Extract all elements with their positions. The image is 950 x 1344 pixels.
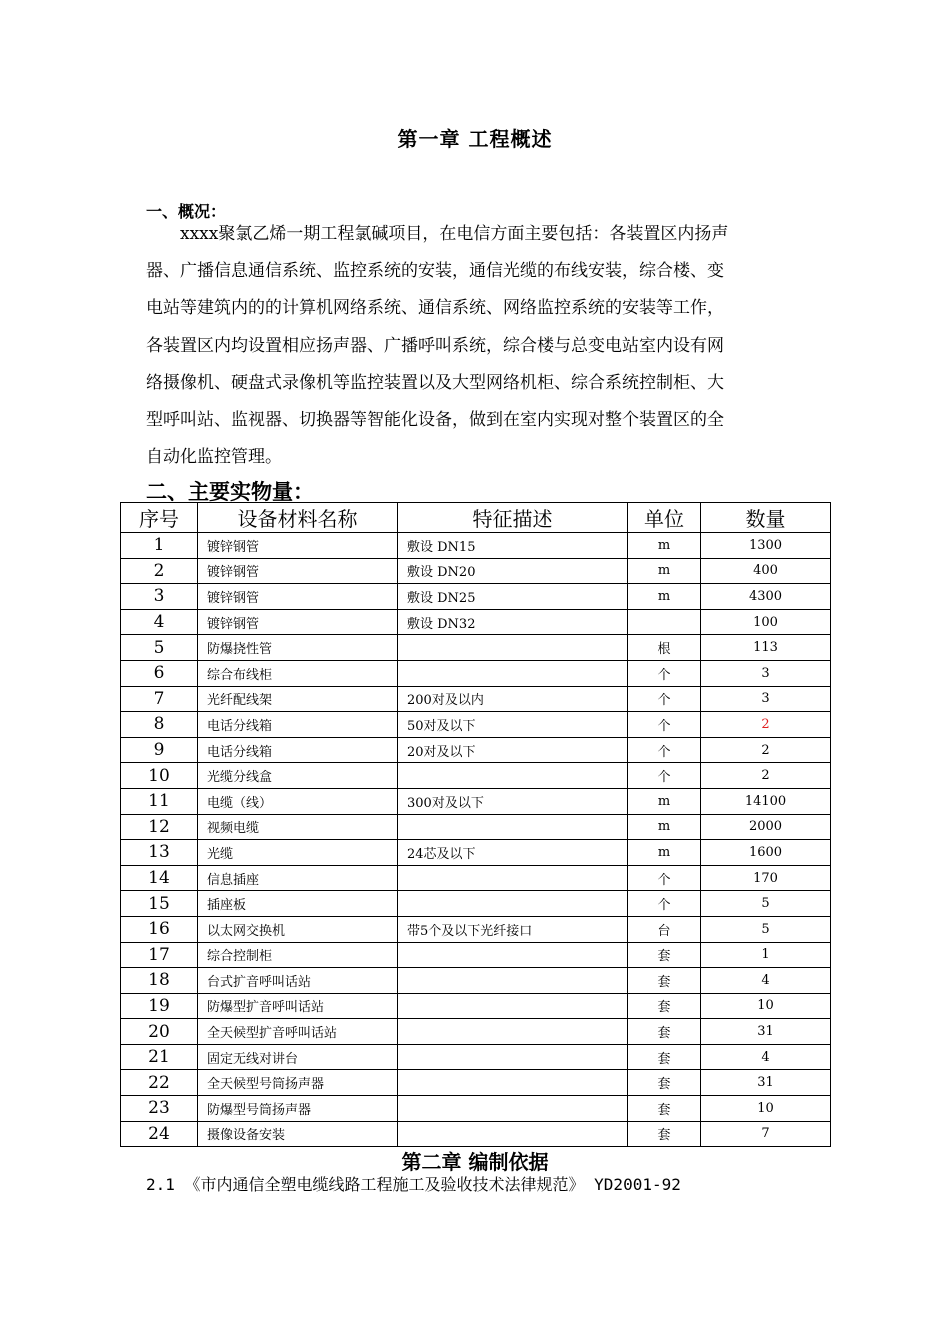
quantity-cell: 7 [701, 1121, 831, 1147]
row-number-cell: 5 [121, 635, 198, 661]
quantity-cell: 31 [701, 1019, 831, 1045]
row-number-cell: 23 [121, 1096, 198, 1122]
unit-cell: 个 [628, 660, 701, 686]
material-name-cell: 镀锌钢管 [198, 533, 398, 559]
quantity-cell: 1600 [701, 840, 831, 866]
quantity-cell: 10 [701, 993, 831, 1019]
table-row [121, 1121, 831, 1147]
unit-cell: m [628, 788, 701, 814]
row-number-cell: 9 [121, 737, 198, 763]
unit-cell: 套 [628, 1121, 701, 1147]
description-cell [398, 1121, 628, 1147]
material-name-cell: 摄像设备安装 [198, 1121, 398, 1147]
row-number-cell: 19 [121, 993, 198, 1019]
unit-cell: 个 [628, 712, 701, 738]
quantity-cell: 1 [701, 942, 831, 968]
description-cell [398, 891, 628, 917]
unit-cell: 套 [628, 1019, 701, 1045]
unit-cell: 个 [628, 763, 701, 789]
description-cell [398, 1019, 628, 1045]
row-number-cell: 17 [121, 942, 198, 968]
description-cell [398, 1070, 628, 1096]
description-cell: 敷设 DN15 [398, 533, 628, 559]
material-name-cell: 防爆挠性管 [198, 635, 398, 661]
row-number-cell: 7 [121, 686, 198, 712]
quantity-cell: 2000 [701, 814, 831, 840]
row-number-cell: 3 [121, 584, 198, 610]
table-row [121, 584, 831, 610]
header-desc: 特征描述 [398, 503, 628, 533]
material-name-cell: 镀锌钢管 [198, 558, 398, 584]
table-row [121, 1070, 831, 1096]
overview-paragraph [146, 216, 811, 476]
quantity-cell: 100 [701, 609, 831, 635]
description-cell: 24芯及以下 [398, 840, 628, 866]
description-cell: 敷设 DN25 [398, 584, 628, 610]
description-cell [398, 1096, 628, 1122]
header-qty: 数量 [701, 503, 831, 533]
quantity-cell: 5 [701, 916, 831, 942]
row-number-cell: 22 [121, 1070, 198, 1096]
chapter1-title: 第一章 工程概述 [397, 127, 553, 151]
header-unit: 单位 [628, 503, 701, 533]
paragraph-line: 自动化监控管理。 [146, 447, 282, 468]
quantity-cell: 31 [701, 1070, 831, 1096]
table-row [121, 558, 831, 584]
row-number-cell: 15 [121, 891, 198, 917]
table-row [121, 1044, 831, 1070]
material-name-cell: 镀锌钢管 [198, 609, 398, 635]
unit-cell: 套 [628, 968, 701, 994]
table-row [121, 942, 831, 968]
description-cell [398, 814, 628, 840]
header-no: 序号 [121, 503, 198, 533]
paragraph-line: 络摄像机、硬盘式录像机等监控装置以及大型网络机柜、综合系统控制柜、大 [146, 372, 724, 393]
table-row [121, 635, 831, 661]
quantity-cell: 2 [701, 737, 831, 763]
description-cell: 50对及以下 [398, 712, 628, 738]
paragraph-line: 各装置区内均设置相应扬声器、广播呼叫系统，综合楼与总变电站室内设有网 [146, 335, 724, 356]
description-cell [398, 993, 628, 1019]
quantity-cell: 400 [701, 558, 831, 584]
table-row [121, 763, 831, 789]
material-name-cell: 全天候型扩音呼叫话站 [198, 1019, 398, 1045]
material-name-cell: 固定无线对讲台 [198, 1044, 398, 1070]
material-name-cell: 综合布线柜 [198, 660, 398, 686]
row-number-cell: 18 [121, 968, 198, 994]
row-number-cell: 10 [121, 763, 198, 789]
paragraph-line: xxxx聚氯乙烯一期工程氯碱项目，在电信方面主要包括：各装置区内扬声 [180, 224, 729, 244]
table-body [121, 533, 831, 1147]
quantity-cell: 1300 [701, 533, 831, 559]
table-row [121, 916, 831, 942]
quantity-cell: 4 [701, 968, 831, 994]
unit-cell: 套 [628, 1044, 701, 1070]
table-row [121, 660, 831, 686]
quantity-cell: 5 [701, 891, 831, 917]
table-row [121, 533, 831, 559]
paragraph-line: 型呼叫站、监视器、切换器等智能化设备，做到在室内实现对整个装置区的全 [146, 410, 724, 431]
quantity-cell: 2 [701, 712, 831, 738]
description-cell: 200对及以内 [398, 686, 628, 712]
table-row [121, 968, 831, 994]
material-name-cell: 综合控制柜 [198, 942, 398, 968]
reference-item: 2.1 《市内通信全塑电缆线路工程施工及验收技术法律规范》 YD2001-92 [146, 1175, 681, 1194]
table-row [121, 814, 831, 840]
material-name-cell: 电话分线箱 [198, 712, 398, 738]
description-cell [398, 942, 628, 968]
paragraph-line: 电站等建筑内的的计算机网络系统、通信系统、网络监控系统的安装等工作， [146, 298, 724, 319]
row-number-cell: 20 [121, 1019, 198, 1045]
quantities-table [120, 502, 831, 1147]
unit-cell: 个 [628, 737, 701, 763]
unit-cell: m [628, 584, 701, 610]
table-row [121, 865, 831, 891]
table-row [121, 1019, 831, 1045]
description-cell: 敷设 DN32 [398, 609, 628, 635]
paragraph-line: 器、广播信息通信系统、监控系统的安装，通信光缆的布线安装，综合楼、变 [146, 261, 724, 282]
unit-cell: 套 [628, 993, 701, 1019]
material-name-cell: 电缆（线） [198, 788, 398, 814]
description-cell [398, 660, 628, 686]
unit-cell [628, 609, 701, 635]
row-number-cell: 14 [121, 865, 198, 891]
header-name: 设备材料名称 [198, 503, 398, 533]
quantity-cell: 3 [701, 686, 831, 712]
table-row [121, 686, 831, 712]
description-cell: 带5个及以下光纤接口 [398, 916, 628, 942]
unit-cell: 台 [628, 916, 701, 942]
material-name-cell: 信息插座 [198, 865, 398, 891]
material-name-cell: 光纤配线架 [198, 686, 398, 712]
material-name-cell: 全天候型号筒扬声器 [198, 1070, 398, 1096]
description-cell [398, 1044, 628, 1070]
quantity-cell: 4 [701, 1044, 831, 1070]
material-name-cell: 以太网交换机 [198, 916, 398, 942]
row-number-cell: 13 [121, 840, 198, 866]
quantity-cell: 3 [701, 660, 831, 686]
table-row [121, 993, 831, 1019]
table-row [121, 1096, 831, 1122]
table-header-row [121, 503, 831, 533]
quantity-cell: 10 [701, 1096, 831, 1122]
row-number-cell: 11 [121, 788, 198, 814]
table-row [121, 891, 831, 917]
unit-cell: 套 [628, 942, 701, 968]
row-number-cell: 2 [121, 558, 198, 584]
row-number-cell: 21 [121, 1044, 198, 1070]
unit-cell: 个 [628, 891, 701, 917]
unit-cell: 个 [628, 865, 701, 891]
row-number-cell: 12 [121, 814, 198, 840]
row-number-cell: 8 [121, 712, 198, 738]
description-cell: 敷设 DN20 [398, 558, 628, 584]
table-row [121, 737, 831, 763]
material-name-cell: 防爆型扩音呼叫话站 [198, 993, 398, 1019]
unit-cell: 套 [628, 1070, 701, 1096]
unit-cell: 套 [628, 1096, 701, 1122]
material-name-cell: 电话分线箱 [198, 737, 398, 763]
unit-cell: m [628, 533, 701, 559]
description-cell [398, 763, 628, 789]
unit-cell: m [628, 840, 701, 866]
quantity-cell: 4300 [701, 584, 831, 610]
unit-cell: m [628, 814, 701, 840]
row-number-cell: 24 [121, 1121, 198, 1147]
material-name-cell: 防爆型号筒扬声器 [198, 1096, 398, 1122]
material-name-cell: 插座板 [198, 891, 398, 917]
unit-cell: 根 [628, 635, 701, 661]
material-name-cell: 光缆 [198, 840, 398, 866]
table-row [121, 609, 831, 635]
unit-cell: 个 [628, 686, 701, 712]
unit-cell: m [628, 558, 701, 584]
description-cell: 300对及以下 [398, 788, 628, 814]
table-row [121, 840, 831, 866]
description-cell [398, 865, 628, 891]
chapter2-title: 第二章 编制依据 [401, 1150, 549, 1174]
quantity-cell: 14100 [701, 788, 831, 814]
material-name-cell: 视频电缆 [198, 814, 398, 840]
material-name-cell: 台式扩音呼叫话站 [198, 968, 398, 994]
description-cell: 20对及以下 [398, 737, 628, 763]
description-cell [398, 968, 628, 994]
table-row [121, 712, 831, 738]
row-number-cell: 6 [121, 660, 198, 686]
row-number-cell: 1 [121, 533, 198, 559]
table-row [121, 788, 831, 814]
section1-heading: 一、概况： [146, 202, 227, 221]
section2-heading: 二、主要实物量： [146, 479, 314, 504]
material-name-cell: 光缆分线盒 [198, 763, 398, 789]
quantity-cell: 2 [701, 763, 831, 789]
row-number-cell: 16 [121, 916, 198, 942]
description-cell [398, 635, 628, 661]
quantity-cell: 113 [701, 635, 831, 661]
quantity-cell: 170 [701, 865, 831, 891]
material-name-cell: 镀锌钢管 [198, 584, 398, 610]
row-number-cell: 4 [121, 609, 198, 635]
